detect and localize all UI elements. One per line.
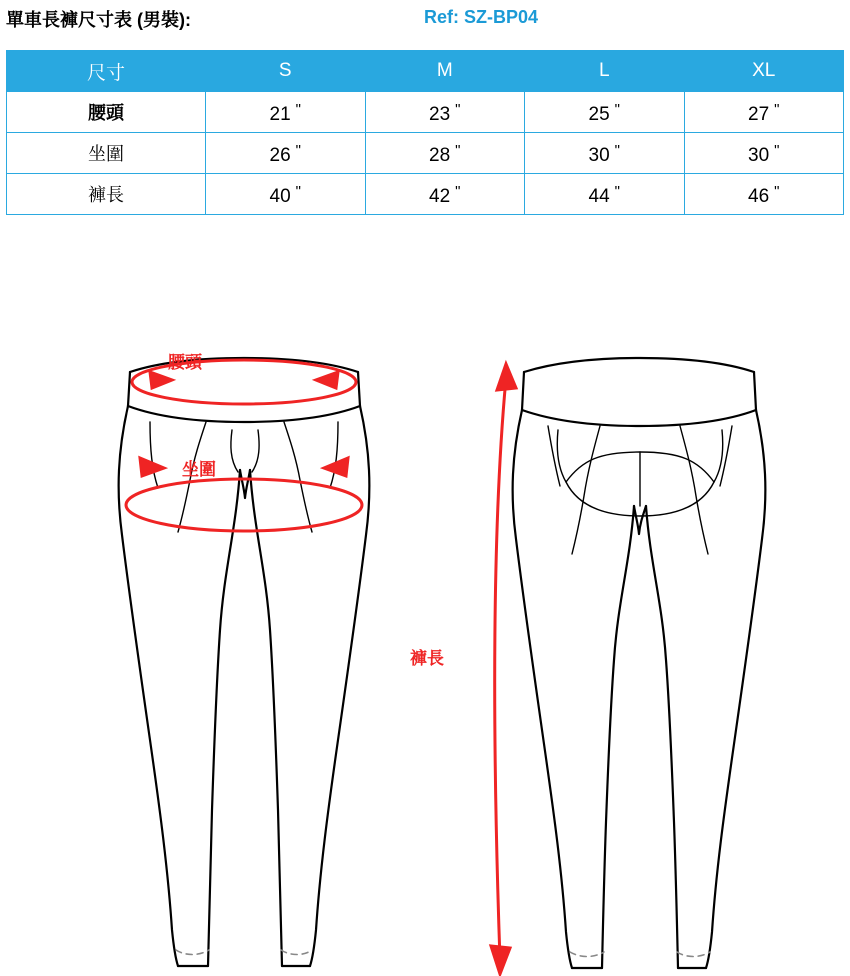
annotation-length: 褲長 (410, 649, 444, 668)
cell-value: 21 (269, 104, 291, 125)
cell-value: 44 (588, 186, 610, 207)
cell-value: 40 (269, 186, 291, 207)
cell-unit: " (614, 101, 620, 118)
cell-waist-xl (684, 92, 844, 133)
cell-value: 28 (429, 145, 451, 166)
cell-unit: " (295, 183, 301, 200)
back-tights-illustration (513, 358, 766, 968)
cell-unit: " (455, 183, 461, 200)
cell-unit: " (774, 101, 780, 118)
cell-unit: " (614, 142, 620, 159)
cell-length-l (525, 174, 685, 215)
annotation-waist: 腰頭 (168, 353, 202, 372)
cell-unit: " (455, 142, 461, 159)
cell-hip-xl (684, 133, 844, 174)
reference-code: Ref: SZ-BP04 (424, 7, 539, 27)
cell-unit: " (295, 142, 301, 159)
row-label-hip: 坐圍 (7, 133, 206, 174)
table-row (7, 92, 844, 133)
size-table (6, 50, 844, 215)
column-header-s: S (206, 51, 366, 92)
length-measure-line (491, 364, 516, 974)
annotation-hip: 坐圍 (182, 460, 216, 479)
table-row (7, 133, 844, 174)
cell-value: 27 (748, 104, 770, 125)
table-body (7, 92, 844, 215)
cell-unit: " (455, 101, 461, 118)
front-measure-lines (126, 360, 362, 531)
column-header-m: M (365, 51, 525, 92)
table-header-row (7, 51, 844, 92)
cell-value: 30 (748, 145, 770, 166)
cell-waist-l (525, 92, 685, 133)
cell-waist-m (365, 92, 525, 133)
cell-waist-s (206, 92, 366, 133)
cell-unit: " (614, 183, 620, 200)
cell-value: 42 (429, 186, 451, 207)
front-tights-illustration (119, 358, 370, 966)
cell-length-m (365, 174, 525, 215)
cell-value: 25 (588, 104, 610, 125)
row-label-length: 褲長 (7, 174, 206, 215)
cell-value: 26 (269, 145, 291, 166)
cell-unit: " (295, 101, 301, 118)
cell-unit: " (774, 183, 780, 200)
cell-hip-m (365, 133, 525, 174)
page-header (0, 6, 850, 38)
column-header-size: 尺寸 (7, 51, 206, 92)
cell-value: 30 (588, 145, 610, 166)
cell-length-xl (684, 174, 844, 215)
table-row (7, 174, 844, 215)
cell-unit: " (774, 142, 780, 159)
cell-hip-l (525, 133, 685, 174)
measurement-diagram (0, 310, 850, 976)
cell-value: 46 (748, 186, 770, 207)
cell-hip-s (206, 133, 366, 174)
table-header (7, 51, 844, 92)
cell-value: 23 (429, 104, 451, 125)
cell-length-s (206, 174, 366, 215)
column-header-l: L (525, 51, 685, 92)
page-title: 單車長褲尺寸表 (男裝): (6, 10, 191, 30)
row-label-waist: 腰頭 (7, 92, 206, 133)
column-header-xl: XL (684, 51, 844, 92)
